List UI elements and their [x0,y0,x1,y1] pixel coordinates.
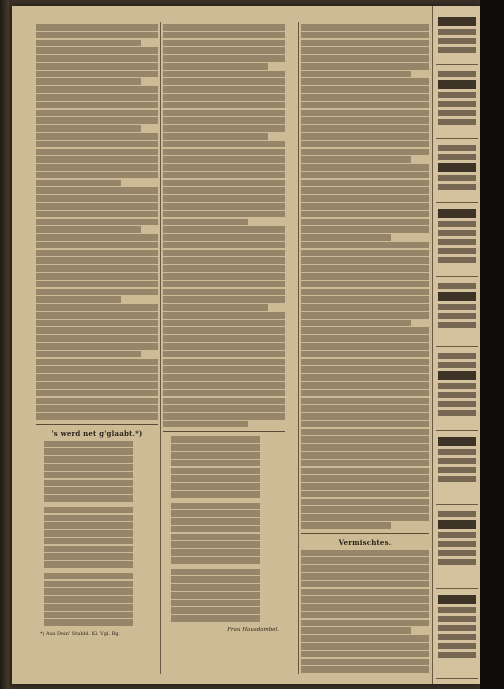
advertisement [436,14,478,65]
poem-footnote: *) Aus Dein' Stubbl. Kl. Vgl. Bg. [40,631,121,638]
column-2 [163,24,285,674]
advertisement [436,592,478,679]
newspaper-page [12,6,480,684]
article-body [301,24,429,529]
page-binding [0,0,9,689]
column-rule [298,22,299,674]
poem-stanza [171,436,285,497]
advertisement [436,206,478,277]
advertisement [436,508,478,589]
poem-stanza [171,569,285,622]
column-rule [160,22,161,674]
column-3 [301,24,429,674]
advertisement-strip [432,6,480,684]
article-body [301,550,429,674]
poem-byline: Frau Hausdambel. [227,626,279,633]
column-1 [36,24,158,674]
poem-stanza [44,441,158,502]
advertisement [436,68,478,139]
article-body [36,24,158,420]
advertisement [436,434,478,505]
section-heading: Vermischtes. [338,537,392,547]
poem-stanza [44,573,158,626]
divider [301,533,429,534]
scan-edge [480,0,504,689]
poem-stanza [171,503,285,564]
advertisement [436,142,478,203]
poem-title: 's werd net g'glaabt.*) [51,428,143,438]
divider [36,424,158,425]
divider [163,431,285,432]
article-body [163,24,285,427]
advertisement [436,280,478,347]
poem-stanza [44,507,158,568]
advertisement [436,350,478,431]
